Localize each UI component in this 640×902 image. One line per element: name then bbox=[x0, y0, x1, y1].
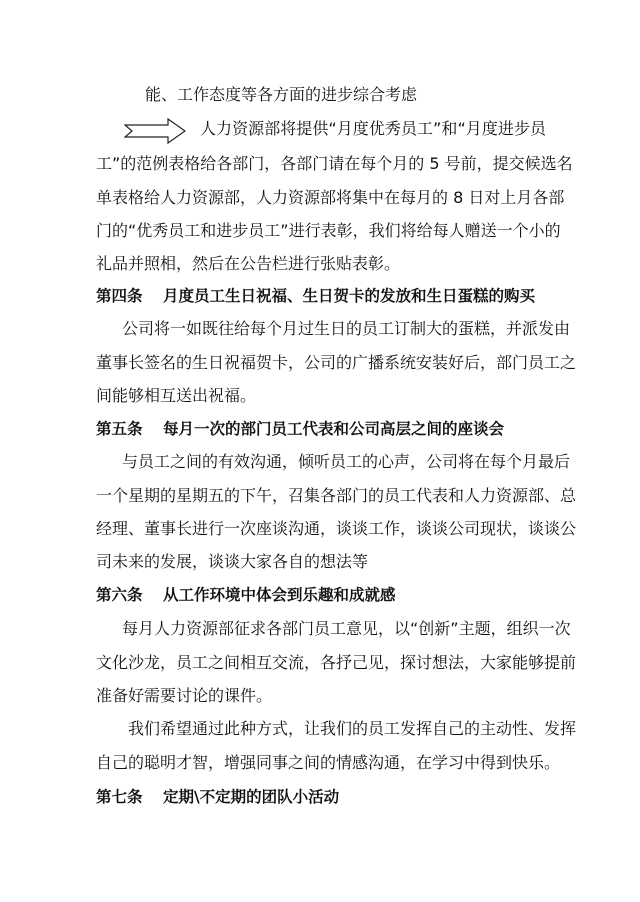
paragraph-line: 单表格给人力资源部，人力资源部将集中在每月的 8 日对上月各部 bbox=[96, 188, 565, 207]
paragraph-line: 人力资源部将提供“月度优秀员工”和“月度进步员 bbox=[200, 119, 546, 138]
paragraph-line: 文化沙龙，员工之间相互交流，各抒己见，探讨想法，大家能够提前 bbox=[96, 653, 577, 672]
paragraph-line: 礼品并照相，然后在公告栏进行张贴表彰。 bbox=[96, 254, 401, 273]
section-number: 第六条 bbox=[96, 586, 143, 604]
paragraph-line: 经理、董事长进行一次座谈沟通，谈谈工作，谈谈公司现状，谈谈公 bbox=[96, 519, 577, 538]
paragraph-line: 准备好需要讨论的课件。 bbox=[96, 686, 273, 705]
section-number: 第七条 bbox=[96, 788, 143, 806]
section-number: 第五条 bbox=[96, 420, 143, 438]
paragraph-line: 董事长签名的生日祝福贺卡，公司的广播系统安装好后，部门员工之 bbox=[96, 353, 577, 372]
paragraph-line: 能、工作态度等各方面的进步综合考虑 bbox=[145, 85, 418, 104]
paragraph-line: 工”的范例表格给各部门，各部门请在每个月的 5 号前，提交候选名 bbox=[96, 154, 573, 173]
paragraph-line: 公司将一如既往给每个月过生日的员工订制大的蛋糕，并派发由 bbox=[122, 319, 571, 338]
paragraph-line: 与员工之间的有效沟通，倾听员工的心声，公司将在每个月最后 bbox=[122, 452, 571, 471]
section-heading bbox=[96, 585, 546, 605]
paragraph-line: 司未来的发展，谈谈大家各自的想法等 bbox=[96, 552, 369, 571]
section-title: 定期\不定期的团队小活动 bbox=[163, 788, 340, 806]
section-heading bbox=[96, 787, 546, 807]
section-title: 每月一次的部门员工代表和公司高层之间的座谈会 bbox=[163, 420, 505, 438]
paragraph-line: 每月人力资源部征求各部门员工意见，以“创新”主题，组织一次 bbox=[122, 619, 571, 638]
paragraph-line: 门的“优秀员工和进步员工”进行表彰，我们将给每人赠送一个小的 bbox=[96, 221, 561, 240]
section-heading bbox=[96, 286, 546, 306]
section-heading bbox=[96, 419, 546, 439]
right-arrow-icon bbox=[124, 118, 186, 144]
paragraph-line: 我们希望通过此种方式，让我们的员工发挥自己的主动性、发挥 bbox=[128, 719, 577, 738]
paragraph-line: 自己的聪明才智，增强同事之间的情感沟通，在学习中得到快乐。 bbox=[96, 753, 561, 772]
section-title: 从工作环境中体会到乐趣和成就感 bbox=[163, 586, 396, 604]
section-title: 月度员工生日祝福、生日贺卡的发放和生日蛋糕的购买 bbox=[163, 287, 536, 305]
paragraph-line: 一个星期的星期五的下午，召集各部门的员工代表和人力资源部、总 bbox=[96, 486, 577, 505]
section-number: 第四条 bbox=[96, 287, 143, 305]
paragraph-line: 间能够相互送出祝福。 bbox=[96, 386, 257, 405]
